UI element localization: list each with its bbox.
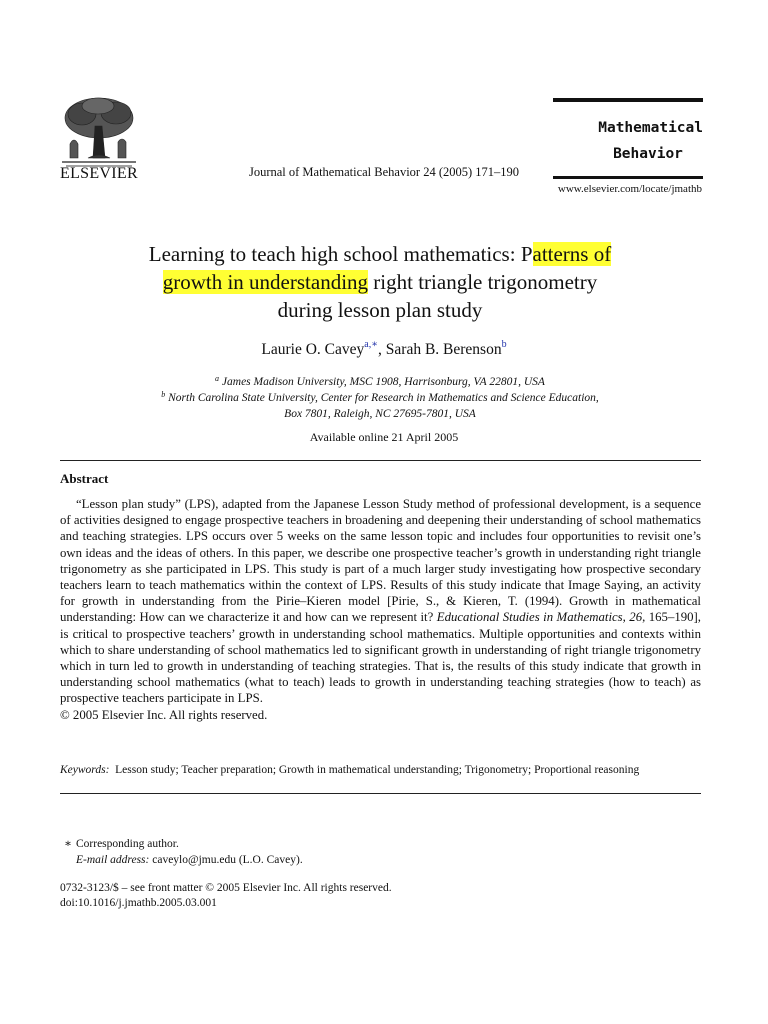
title-part3: during lesson plan study	[277, 298, 483, 322]
affiliation-mark: a	[215, 374, 220, 383]
email-label: E-mail address:	[76, 854, 150, 866]
title-highlight2: growth in understanding	[162, 270, 369, 294]
abstract-body	[60, 496, 701, 723]
journal-brand-box	[553, 98, 703, 180]
footnote	[60, 836, 303, 868]
divider	[60, 460, 701, 461]
available-online-date: Available online 21 April 2005	[309, 430, 459, 444]
affiliation-text: James Madison University, MSC 1908, Harrisonburg, VA 22801, USA	[221, 376, 545, 388]
title-part2: right triangle trigonometry	[368, 270, 598, 294]
affiliation-b	[60, 390, 700, 406]
title-highlight1: atterns of	[532, 242, 612, 266]
affiliation-text: North Carolina State University, Center for Research in Mathematics and Science Education,	[168, 392, 599, 404]
brand-title-line2-text: Behavior	[613, 146, 683, 162]
brand-title-line1: Mathematical	[598, 120, 703, 136]
front-matter	[60, 881, 392, 911]
abstract-journal-citation: Educational Studies in Mathematics, 26	[436, 610, 643, 625]
doi-link[interactable]: doi:10.1016/j.jmathb.2005.03.001	[60, 897, 217, 909]
author-affiliation-marks[interactable]: b	[501, 339, 507, 350]
author-name: Sarah B. Berenson	[385, 341, 502, 358]
footnote-corresponding	[60, 836, 303, 852]
elsevier-tree-icon	[58, 96, 140, 168]
publisher-name: ELSEVIER	[60, 165, 138, 182]
journal-url-link[interactable]: www.elsevier.com/locate/jmathb	[557, 183, 702, 195]
brand-bar-top	[553, 98, 703, 102]
abstract-paragraph	[60, 496, 701, 707]
affiliation-mark: b	[161, 390, 166, 399]
author-name: Laurie O. Cavey	[261, 341, 365, 358]
author-list	[0, 341, 768, 359]
abstract-copyright: © 2005 Elsevier Inc. All rights reserved.	[60, 707, 268, 722]
divider	[60, 793, 701, 794]
brand-title-line2	[553, 146, 703, 162]
affiliation-b-line2: Box 7801, Raleigh, NC 27695-7801, USA	[284, 408, 476, 420]
issn-line: 0732-3123/$ – see front matter © 2005 Elsevier Inc. All rights reserved.	[60, 882, 392, 894]
journal-reference: Journal of Mathematical Behavior 24 (2005) 171–190	[248, 165, 520, 179]
keywords	[60, 764, 720, 776]
affiliations	[60, 374, 700, 422]
footnote-star: ∗	[64, 838, 72, 850]
keywords-list: Lesson study; Teacher preparation; Growth in mathematical understanding; Trigonometry; Proportional reasoning	[115, 764, 640, 776]
email-address-link[interactable]: caveylo@jmu.edu (L.O. Cavey).	[152, 854, 303, 866]
brand-bar-bottom	[553, 176, 703, 179]
title-part1: Learning to teach high school mathematics: P	[148, 242, 533, 266]
abstract-text: “Lesson plan study” (LPS), adapted from the Japanese Lesson Study method of professional development, is a sequence of activities designed to engage prospective teachers in broadening and deepening their understanding of school mathematics and teaching strategies. LPS occurs over 5 weeks on the same lesson topic and includes four opportunities to revisit one’s own ideas and the ideas of others. In this paper, we describe one prospective teacher’s growth in understanding right triangle trigonometry as she participated in LPS. This study is part of a much larger study investigating how prospective secondary teachers learn to teach mathematics within the context of LPS. Results of this study indicate that Image Saying, an activity for growth in understanding from the Pirie–Kieren model [Pirie, S., & Kieren, T. (1994). Growth in mathematical understanding: How can we characterize it and how can we represent it?	[60, 497, 701, 625]
keywords-label: Keywords:	[60, 764, 110, 776]
footnote-email	[60, 852, 303, 868]
abstract-heading: Abstract	[60, 471, 109, 486]
article-title	[60, 240, 700, 324]
author-affiliation-marks[interactable]: a,∗	[364, 339, 379, 350]
author-separator: ,	[378, 341, 386, 358]
affiliation-a	[60, 374, 700, 390]
abstract-text: , 165–190], is critical to prospective teachers’ growth in understanding school mathematics. Multiple opportunities and contexts within which to share understanding of school mathematics led to significant growth in understanding of right triangle trigonometry which in turn led to growth in understanding of teaching strategies. That is, the results of this study indicate that growth in understanding school mathematics (what to teach) leads to growth in understanding teaching strategies (how to teach) as prospective teachers participate in LPS.	[60, 610, 702, 706]
footnote-corresponding-text: Corresponding author.	[76, 838, 179, 850]
